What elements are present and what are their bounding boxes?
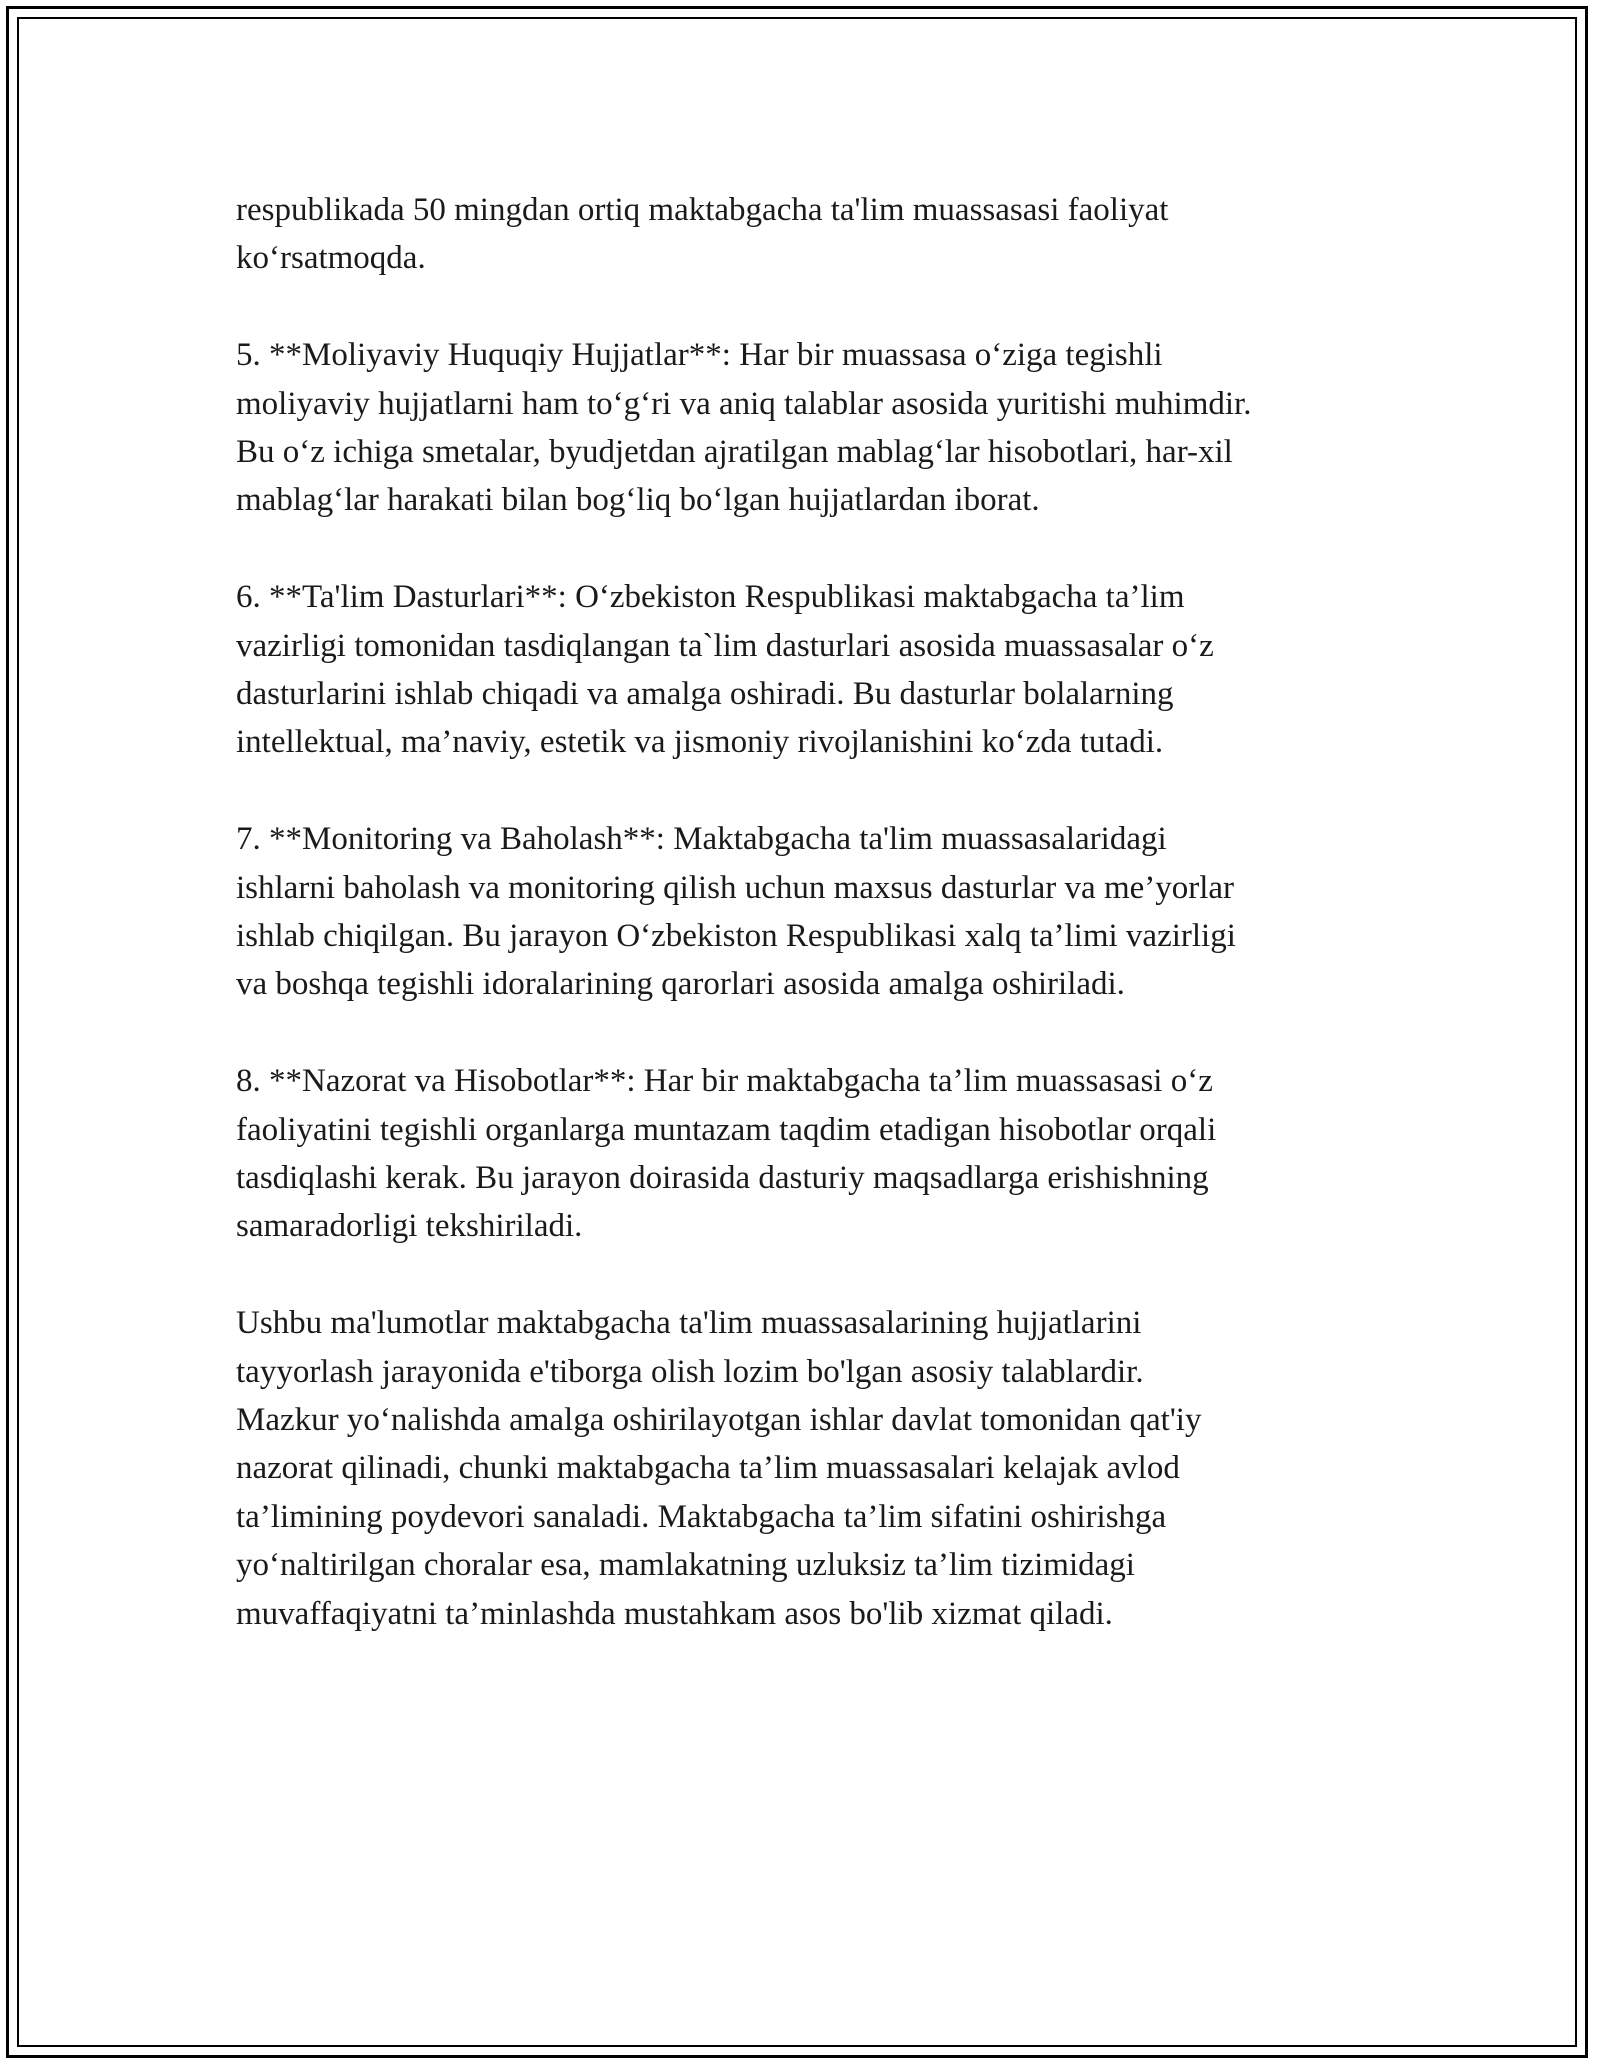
text-line: respublikada 50 mingdan ortiq maktabgacha ta'lim muassasasi faoliyat <box>236 192 1169 228</box>
text-line: Mazkur yo‘nalishda amalga oshirilayotgan ishlar davlat tomonidan qat'iy <box>236 1402 1202 1439</box>
text-line: intellektual, ma’naviy, estetik va jismoniy rivojlanishini ko‘zda tutadi. <box>236 724 1164 761</box>
text-line: dasturlarini ishlab chiqadi va amalga oshiradi. Bu dasturlar bolalarning <box>236 676 1174 713</box>
text-line: faoliyatini tegishli organlarga muntazam taqdim etadigan hisobotlar orqali <box>236 1111 1217 1148</box>
text-line: muvaffaqiyatni ta’minlashda mustahkam asos bo'lib xizmat qiladi. <box>236 1595 1113 1632</box>
paragraph-conclusion <box>236 1299 1396 1638</box>
text-line: tasdiqlashi kerak. Bu jarayon doirasida dasturiy maqsadlarga erishishning <box>236 1160 1209 1197</box>
text-line: 8. **Nazorat va Hisobotlar**: Har bir maktabgacha ta’lim muassasasi o‘z <box>236 1063 1213 1100</box>
text-line: nazorat qilinadi, chunki maktabgacha ta’lim muassasalari kelajak avlod <box>236 1450 1180 1487</box>
paragraph-intro-continuation <box>236 186 1396 283</box>
text-line: 6. **Ta'lim Dasturlari**: O‘zbekiston Respublikasi maktabgacha ta’lim <box>236 579 1185 616</box>
text-line: ta’limining poydevori sanaladi. Maktabgacha ta’lim sifatini oshirishga <box>236 1498 1167 1535</box>
paragraph-item-8 <box>236 1057 1396 1251</box>
text-line: Ushbu ma'lumotlar maktabgacha ta'lim muassasalarining hujjatlarini <box>236 1305 1142 1342</box>
text-line: va boshqa tegishli idoralarining qarorlari asosida amalga oshiriladi. <box>236 966 1125 1003</box>
text-line: moliyaviy hujjatlarni ham to‘g‘ri va aniq talablar asosida yuritishi muhimdir. <box>236 385 1252 422</box>
text-line: ishlab chiqilgan. Bu jarayon O‘zbekiston Respublikasi xalq ta’limi vazirligi <box>236 918 1236 955</box>
text-line: samaradorligi tekshiriladi. <box>236 1208 583 1245</box>
paragraph-item-7 <box>236 815 1396 1009</box>
text-line: ishlarni baholash va monitoring qilish uchun maxsus dasturlar va me’yorlar <box>236 869 1235 906</box>
text-line: vazirligi tomonidan tasdiqlangan ta`lim dasturlari asosida muassasalar o‘z <box>236 627 1214 664</box>
paragraph-item-5 <box>236 331 1396 525</box>
text-line: mablag‘lar harakati bilan bog‘liq bo‘lgan hujjatlardan iborat. <box>236 482 1040 519</box>
text-line: 5. **Moliyaviy Huquqiy Hujjatlar**: Har bir muassasa o‘ziga tegishli <box>236 337 1163 374</box>
paragraph-item-6 <box>236 573 1396 767</box>
document-body <box>236 186 1396 1638</box>
text-line: 7. **Monitoring va Baholash**: Maktabgacha ta'lim muassasalaridagi <box>236 821 1167 858</box>
text-line: Bu o‘z ichiga smetalar, byudjetdan ajratilgan mablag‘lar hisobotlari, har-xil <box>236 434 1233 471</box>
text-line: ko‘rsatmoqda. <box>236 240 426 277</box>
text-line: yo‘naltirilgan choralar esa, mamlakatning uzluksiz ta’lim tizimidagi <box>236 1547 1135 1584</box>
text-line: tayyorlash jarayonida e'tiborga olish lozim bo'lgan asosiy talablardir. <box>236 1353 1144 1390</box>
